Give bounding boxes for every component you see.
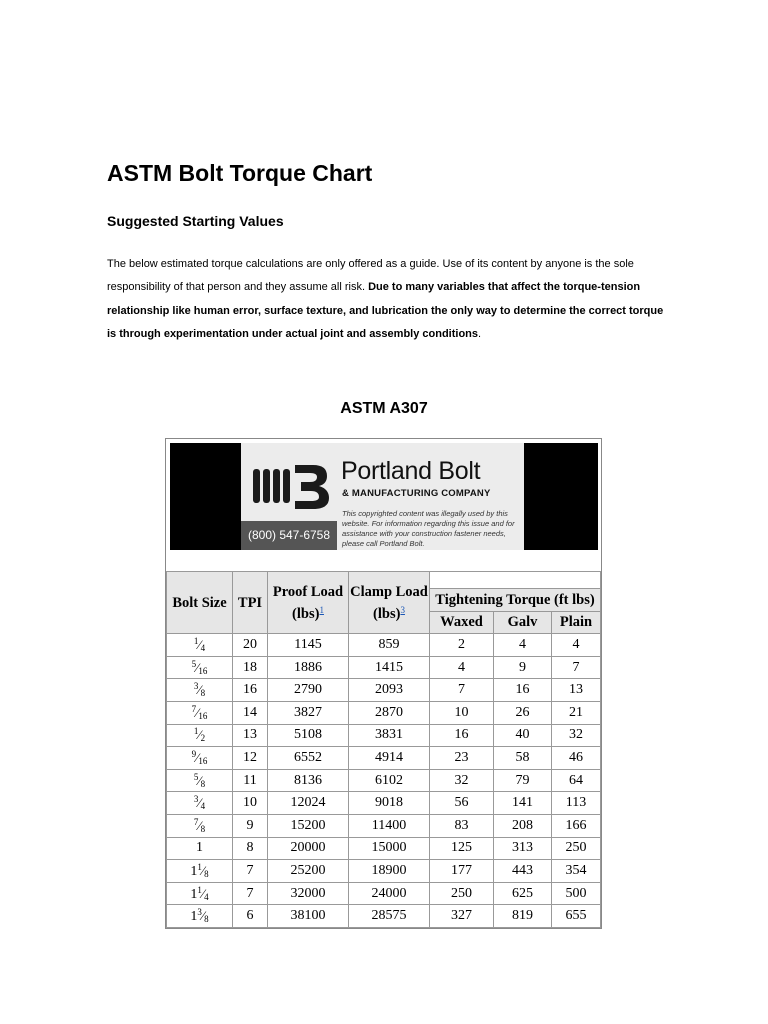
fraction-numerator: 7 [193, 816, 199, 827]
cell-tpi: 11 [233, 769, 268, 792]
fraction-numerator: 1 [193, 726, 199, 737]
cell-waxed: 125 [430, 837, 494, 860]
fraction-numerator: 5 [193, 771, 199, 782]
intro-end-text: . [478, 327, 482, 340]
cell-galv: 40 [494, 724, 552, 747]
fraction-slash: ⁄ [198, 795, 201, 811]
cell-galv: 58 [494, 747, 552, 770]
table-row [167, 724, 601, 747]
cell-galv: 141 [494, 792, 552, 815]
torque-table-body [167, 634, 601, 928]
fraction-denominator: 8 [200, 778, 206, 789]
page-subtitle: Suggested Starting Values [107, 213, 284, 229]
intro-bold-text: Due to many variables that affect the torque-tension relationship like human error, surface texture, and lubrication the only way to determine the correct torque is through experimentation under actual joint and assembly conditions [107, 281, 664, 340]
table-row [167, 882, 601, 905]
fraction-slash: ⁄ [196, 659, 199, 675]
cell-proof: 38100 [268, 905, 349, 928]
fraction-numerator: 3 [193, 794, 199, 805]
cell-bolt-size [167, 747, 233, 770]
cell-tpi: 9 [233, 814, 268, 837]
cell-galv: 313 [494, 837, 552, 860]
cell-clamp: 2093 [349, 679, 430, 702]
cell-plain: 166 [552, 814, 601, 837]
cell-tpi: 18 [233, 656, 268, 679]
table-row [167, 837, 601, 860]
cell-bolt-size [167, 769, 233, 792]
cell-plain: 354 [552, 860, 601, 883]
cell-clamp: 18900 [349, 860, 430, 883]
cell-proof: 20000 [268, 837, 349, 860]
cell-bolt-size [167, 701, 233, 724]
cell-clamp: 11400 [349, 814, 430, 837]
bolt-size-whole: 1 [190, 886, 198, 902]
cell-bolt-size [167, 679, 233, 702]
cell-clamp: 3831 [349, 724, 430, 747]
cell-galv: 4 [494, 634, 552, 657]
fraction-denominator: 16 [198, 755, 208, 766]
cell-proof: 6552 [268, 747, 349, 770]
cell-galv: 9 [494, 656, 552, 679]
bolt-size-fraction [192, 660, 208, 675]
bolt-size-fraction [197, 908, 208, 923]
cell-waxed: 83 [430, 814, 494, 837]
cell-plain: 655 [552, 905, 601, 928]
bolt-size-fraction [192, 750, 208, 765]
fraction-numerator: 1 [197, 861, 202, 872]
cell-proof: 2790 [268, 679, 349, 702]
bolt-logo-icon [251, 461, 331, 511]
cell-tpi: 16 [233, 679, 268, 702]
cell-waxed: 32 [430, 769, 494, 792]
header-tpi: TPI [233, 572, 268, 634]
cell-galv: 26 [494, 701, 552, 724]
cell-waxed: 4 [430, 656, 494, 679]
fraction-denominator: 8 [204, 868, 209, 879]
fraction-slash: ⁄ [198, 817, 201, 833]
fraction-numerator: 7 [191, 703, 197, 714]
fraction-slash: ⁄ [201, 862, 205, 878]
cell-bolt-size [167, 814, 233, 837]
cell-plain: 113 [552, 792, 601, 815]
cell-waxed: 327 [430, 905, 494, 928]
cell-clamp: 28575 [349, 905, 430, 928]
table-row [167, 769, 601, 792]
cell-bolt-size [167, 837, 233, 860]
cell-bolt-size [167, 905, 233, 928]
cell-tpi: 6 [233, 905, 268, 928]
cell-plain: 21 [552, 701, 601, 724]
footnote-link[interactable]: 1 [319, 604, 324, 615]
cell-waxed: 2 [430, 634, 494, 657]
fraction-denominator: 2 [200, 733, 206, 744]
cell-tpi: 7 [233, 860, 268, 883]
header-waxed: Waxed [430, 611, 494, 634]
cell-bolt-size [167, 792, 233, 815]
cell-tpi: 10 [233, 792, 268, 815]
bolt-size-whole: 1 [190, 909, 198, 925]
cell-bolt-size [167, 882, 233, 905]
cell-plain: 500 [552, 882, 601, 905]
fraction-slash: ⁄ [196, 704, 199, 720]
fraction-slash: ⁄ [198, 772, 201, 788]
table-row [167, 701, 601, 724]
header-proof-load [268, 572, 349, 634]
cell-bolt-size [167, 634, 233, 657]
fraction-slash: ⁄ [198, 636, 201, 652]
cell-plain: 32 [552, 724, 601, 747]
fraction-numerator: 3 [197, 907, 202, 918]
logo-company-subtitle: & MANUFACTURING COMPANY [342, 488, 491, 499]
logo-company-name: Portland Bolt [341, 457, 481, 485]
footnote-link[interactable]: 3 [400, 604, 405, 615]
cell-proof: 1886 [268, 656, 349, 679]
cell-tpi: 7 [233, 882, 268, 905]
header-galv: Galv [494, 611, 552, 634]
cell-tpi: 8 [233, 837, 268, 860]
fraction-denominator: 4 [204, 891, 209, 902]
cell-waxed: 23 [430, 747, 494, 770]
bolt-size-fraction [194, 773, 205, 788]
fraction-numerator: 5 [191, 658, 197, 669]
cell-plain: 64 [552, 769, 601, 792]
header-proof-load-label: Proof Load (lbs) [272, 583, 344, 622]
table-row [167, 792, 601, 815]
cell-bolt-size [167, 860, 233, 883]
cell-waxed: 56 [430, 792, 494, 815]
fraction-numerator: 9 [191, 748, 197, 759]
cell-proof: 1145 [268, 634, 349, 657]
table-row [167, 814, 601, 837]
bolt-size-fraction [194, 727, 205, 742]
cell-proof: 25200 [268, 860, 349, 883]
cell-galv: 819 [494, 905, 552, 928]
bolt-size-whole: 1 [196, 840, 203, 856]
cell-clamp: 6102 [349, 769, 430, 792]
intro-plain-text: The below estimated torque calculations are only offered as a guide. Use of its content by anyone is the sole responsibility of that person and they assume all risk. [107, 258, 634, 294]
fraction-slash: ⁄ [198, 727, 201, 743]
header-plain: Plain [552, 611, 601, 634]
table-row [167, 656, 601, 679]
table-row [167, 679, 601, 702]
fraction-denominator: 4 [200, 642, 206, 653]
header-bolt-size: Bolt Size [167, 572, 233, 634]
cell-clamp: 15000 [349, 837, 430, 860]
bolt-size-fraction [194, 682, 205, 697]
cell-proof: 12024 [268, 792, 349, 815]
cell-waxed: 177 [430, 860, 494, 883]
fraction-slash: ⁄ [198, 682, 201, 698]
bolt-size-fraction [192, 705, 208, 720]
cell-plain: 13 [552, 679, 601, 702]
cell-bolt-size [167, 724, 233, 747]
torque-table-frame [165, 438, 602, 929]
header-clamp-load [349, 572, 430, 634]
cell-galv: 443 [494, 860, 552, 883]
cell-waxed: 16 [430, 724, 494, 747]
cell-clamp: 1415 [349, 656, 430, 679]
bolt-size-fraction [197, 863, 208, 878]
cell-plain: 250 [552, 837, 601, 860]
page-title: ASTM Bolt Torque Chart [107, 160, 373, 186]
table-row [167, 747, 601, 770]
cell-proof: 5108 [268, 724, 349, 747]
fraction-denominator: 4 [200, 801, 206, 812]
cell-proof: 3827 [268, 701, 349, 724]
cell-clamp: 24000 [349, 882, 430, 905]
header-tightening-torque: Tightening Torque (ft lbs) [430, 589, 601, 612]
cell-tpi: 20 [233, 634, 268, 657]
bolt-size-whole: 1 [190, 863, 198, 879]
fraction-denominator: 8 [200, 688, 206, 699]
fraction-slash: ⁄ [201, 885, 205, 901]
fraction-numerator: 1 [197, 884, 202, 895]
cell-tpi: 14 [233, 701, 268, 724]
bolt-size-fraction [194, 637, 205, 652]
bolt-size-fraction [197, 886, 208, 901]
table-row [167, 905, 601, 928]
fraction-numerator: 3 [193, 681, 199, 692]
table-row [167, 634, 601, 657]
cell-galv: 208 [494, 814, 552, 837]
cell-proof: 15200 [268, 814, 349, 837]
header-spacer [430, 572, 601, 589]
intro-paragraph [107, 253, 667, 346]
cell-galv: 79 [494, 769, 552, 792]
header-clamp-load-label: Clamp Load (lbs) [350, 583, 428, 622]
cell-waxed: 7 [430, 679, 494, 702]
cell-proof: 32000 [268, 882, 349, 905]
fraction-denominator: 16 [198, 665, 208, 676]
cell-waxed: 10 [430, 701, 494, 724]
bolt-size-fraction [194, 795, 205, 810]
fraction-denominator: 16 [198, 710, 208, 721]
logo-banner [170, 443, 598, 550]
fraction-numerator: 1 [193, 635, 199, 646]
cell-tpi: 12 [233, 747, 268, 770]
fraction-slash: ⁄ [201, 908, 205, 924]
logo-image [241, 443, 524, 550]
table-row [167, 860, 601, 883]
cell-clamp: 9018 [349, 792, 430, 815]
bolt-size-fraction [194, 818, 205, 833]
cell-plain: 46 [552, 747, 601, 770]
section-title: ASTM A307 [340, 400, 428, 417]
cell-tpi: 13 [233, 724, 268, 747]
cell-galv: 16 [494, 679, 552, 702]
cell-plain: 7 [552, 656, 601, 679]
fraction-denominator: 8 [204, 914, 209, 925]
cell-proof: 8136 [268, 769, 349, 792]
cell-bolt-size [167, 656, 233, 679]
cell-clamp: 2870 [349, 701, 430, 724]
cell-plain: 4 [552, 634, 601, 657]
cell-clamp: 859 [349, 634, 430, 657]
torque-table [166, 571, 601, 928]
cell-waxed: 250 [430, 882, 494, 905]
fraction-denominator: 8 [200, 823, 206, 834]
fraction-slash: ⁄ [196, 749, 199, 765]
cell-galv: 625 [494, 882, 552, 905]
logo-copyright-notice: This copyrighted content was illegally used by this website. For information regarding this issue and for assistance with your construction fastener needs, please call Portland Bolt. [342, 509, 515, 548]
logo-phone-number: (800) 547-6758 [241, 521, 337, 550]
cell-clamp: 4914 [349, 747, 430, 770]
